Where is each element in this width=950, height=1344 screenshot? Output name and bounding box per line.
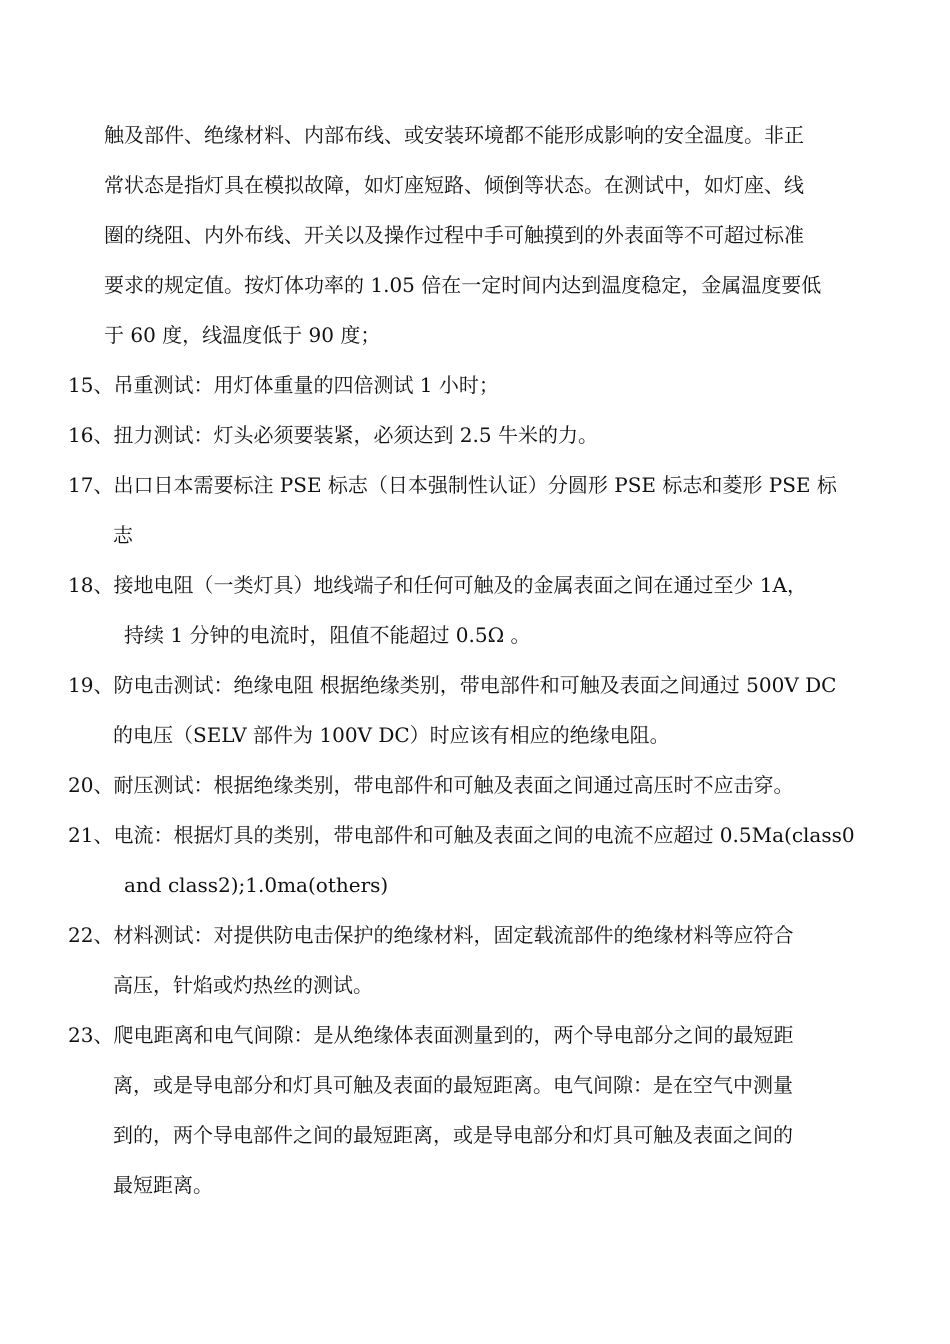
list-item-17-continued: 志 xyxy=(113,523,133,547)
list-item-19: 19、防电击测试：绝缘电阻 根据绝缘类别，带电部件和可触及表面之间通过 500V DC xyxy=(68,673,837,697)
continuation-line: 触及部件、绝缘材料、内部布线、或安装环境都不能形成影响的安全温度。非正 xyxy=(104,123,804,147)
list-item-21: 21、电流：根据灯具的类别，带电部件和可触及表面之间的电流不应超过 0.5Ma(class0 xyxy=(68,823,855,847)
continuation-line: 圈的绕阻、内外布线、开关以及操作过程中手可触摸到的外表面等不可超过标准 xyxy=(104,223,804,247)
list-item-15: 15、吊重测试：用灯体重量的四倍测试 1 小时； xyxy=(68,373,499,397)
list-item-20: 20、耐压测试：根据绝缘类别，带电部件和可触及表面之间通过高压时不应击穿。 xyxy=(68,773,794,797)
list-item-18: 18、接地电阻（一类灯具）地线端子和任何可触及的金属表面之间在通过至少 1A， xyxy=(68,573,807,597)
list-item-17: 17、出口日本需要标注 PSE 标志（日本强制性认证）分圆形 PSE 标志和菱形 PSE 标 xyxy=(68,473,837,497)
continuation-line: 要求的规定值。按灯体功率的 1.05 倍在一定时间内达到温度稳定，金属温度要低 xyxy=(104,273,822,297)
list-item-19-continued: 的电压（SELV 部件为 100V DC）时应该有相应的绝缘电阻。 xyxy=(113,723,670,747)
list-item-22-continued: 高压，针焰或灼热丝的测试。 xyxy=(113,973,373,997)
continuation-line: 常状态是指灯具在模拟故障，如灯座短路、倾倒等状态。在测试中，如灯座、线 xyxy=(104,173,804,197)
list-item-18-continued: 持续 1 分钟的电流时，阻值不能超过 0.5Ω 。 xyxy=(124,623,531,647)
list-item-23-continued: 最短距离。 xyxy=(113,1173,213,1197)
list-item-22: 22、材料测试：对提供防电击保护的绝缘材料，固定载流部件的绝缘材料等应符合 xyxy=(68,923,794,947)
continuation-line: 于 60 度，线温度低于 90 度； xyxy=(104,323,381,347)
list-item-23-continued: 到的，两个导电部件之间的最短距离，或是导电部分和灯具可触及表面之间的 xyxy=(113,1123,793,1147)
list-item-23-continued: 离，或是导电部分和灯具可触及表面的最短距离。电气间隙：是在空气中测量 xyxy=(113,1073,793,1097)
list-item-21-continued: and class2);1.0ma(others) xyxy=(124,873,389,897)
list-item-23: 23、爬电距离和电气间隙：是从绝缘体表面测量到的，两个导电部分之间的最短距 xyxy=(68,1023,794,1047)
list-item-16: 16、扭力测试：灯头必须要装紧，必须达到 2.5 牛米的力。 xyxy=(68,423,598,447)
